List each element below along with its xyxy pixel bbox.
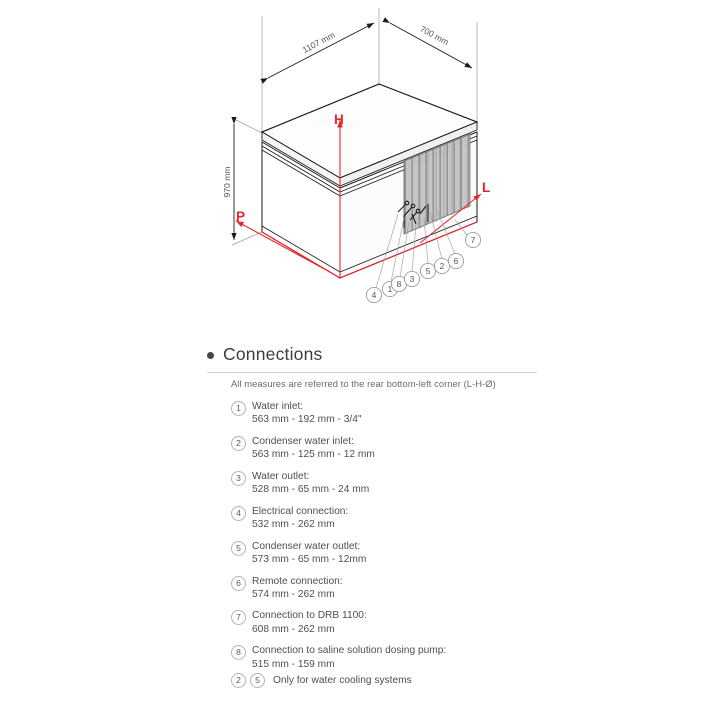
item-label: Electrical connection: bbox=[252, 505, 349, 517]
list-item bbox=[231, 435, 551, 461]
item-value: 532 mm - 262 mm bbox=[252, 518, 335, 530]
dimension-width bbox=[268, 23, 374, 78]
item-value: 574 mm - 262 mm bbox=[252, 588, 335, 600]
header-divider bbox=[207, 372, 537, 373]
axis-label-l: L bbox=[482, 180, 491, 195]
dimension-width-label: 1107 mm bbox=[300, 29, 337, 55]
item-number: 6 bbox=[231, 576, 246, 591]
list-item bbox=[231, 609, 551, 635]
item-label: Water outlet: bbox=[252, 470, 310, 482]
item-label: Connection to saline solution dosing pump: bbox=[252, 645, 447, 657]
list-item bbox=[231, 575, 551, 601]
list-item bbox=[231, 540, 551, 566]
list-item bbox=[231, 400, 551, 426]
callout-3: 3 bbox=[409, 274, 415, 284]
item-number: 4 bbox=[231, 506, 246, 521]
item-number: 3 bbox=[231, 471, 246, 486]
item-number: 2 bbox=[231, 436, 246, 451]
callout-6: 6 bbox=[453, 256, 459, 266]
callout-7: 7 bbox=[470, 235, 476, 245]
item-label: Connection to DRB 1100: bbox=[252, 610, 367, 622]
item-number: 7 bbox=[231, 610, 246, 625]
connections-section bbox=[0, 336, 720, 720]
item-value: 563 mm - 192 mm - 3/4" bbox=[252, 414, 362, 426]
product-technical-drawing bbox=[0, 0, 720, 330]
footer-text: Only for water cooling systems bbox=[273, 675, 412, 686]
footer-number-2: 2 bbox=[231, 673, 246, 688]
callout-8: 8 bbox=[396, 279, 402, 289]
item-value: 573 mm - 65 mm - 12mm bbox=[252, 553, 367, 565]
connections-header bbox=[207, 346, 537, 364]
bullet-icon bbox=[207, 352, 214, 359]
callout-1: 1 bbox=[387, 284, 393, 294]
dimension-depth bbox=[390, 23, 472, 68]
list-item bbox=[231, 505, 551, 531]
dimension-height bbox=[222, 124, 234, 240]
connections-list bbox=[231, 400, 551, 679]
item-value: 563 mm - 125 mm - 12 mm bbox=[252, 449, 375, 461]
item-value: 528 mm - 65 mm - 24 mm bbox=[252, 484, 370, 496]
dimension-depth-label: 700 mm bbox=[418, 23, 451, 48]
axis-label-h: H bbox=[334, 112, 344, 127]
isometric-drawing-svg bbox=[0, 0, 720, 330]
callout-5: 5 bbox=[425, 266, 431, 276]
connections-title: Connections bbox=[223, 344, 323, 364]
item-number: 8 bbox=[231, 645, 246, 660]
callout-2: 2 bbox=[439, 261, 445, 271]
axis-label-p: P bbox=[236, 209, 246, 224]
item-label: Water inlet: bbox=[252, 401, 304, 412]
item-number: 5 bbox=[231, 541, 246, 556]
item-label: Condenser water outlet: bbox=[252, 540, 361, 552]
item-value: 515 mm - 159 mm bbox=[252, 658, 335, 670]
footer-note bbox=[231, 673, 412, 688]
list-item bbox=[231, 644, 551, 670]
callout-4: 4 bbox=[371, 290, 377, 300]
dimension-height-label: 970 mm bbox=[222, 166, 232, 198]
list-item bbox=[231, 470, 551, 496]
item-label: Condenser water inlet: bbox=[252, 435, 354, 447]
item-number: 1 bbox=[231, 401, 246, 416]
item-label: Remote connection: bbox=[252, 575, 343, 587]
connections-note: All measures are referred to the rear bottom-left corner (L-H-Ø) bbox=[231, 378, 496, 389]
footer-number-5: 5 bbox=[250, 673, 265, 688]
item-value: 608 mm - 262 mm bbox=[252, 623, 335, 635]
